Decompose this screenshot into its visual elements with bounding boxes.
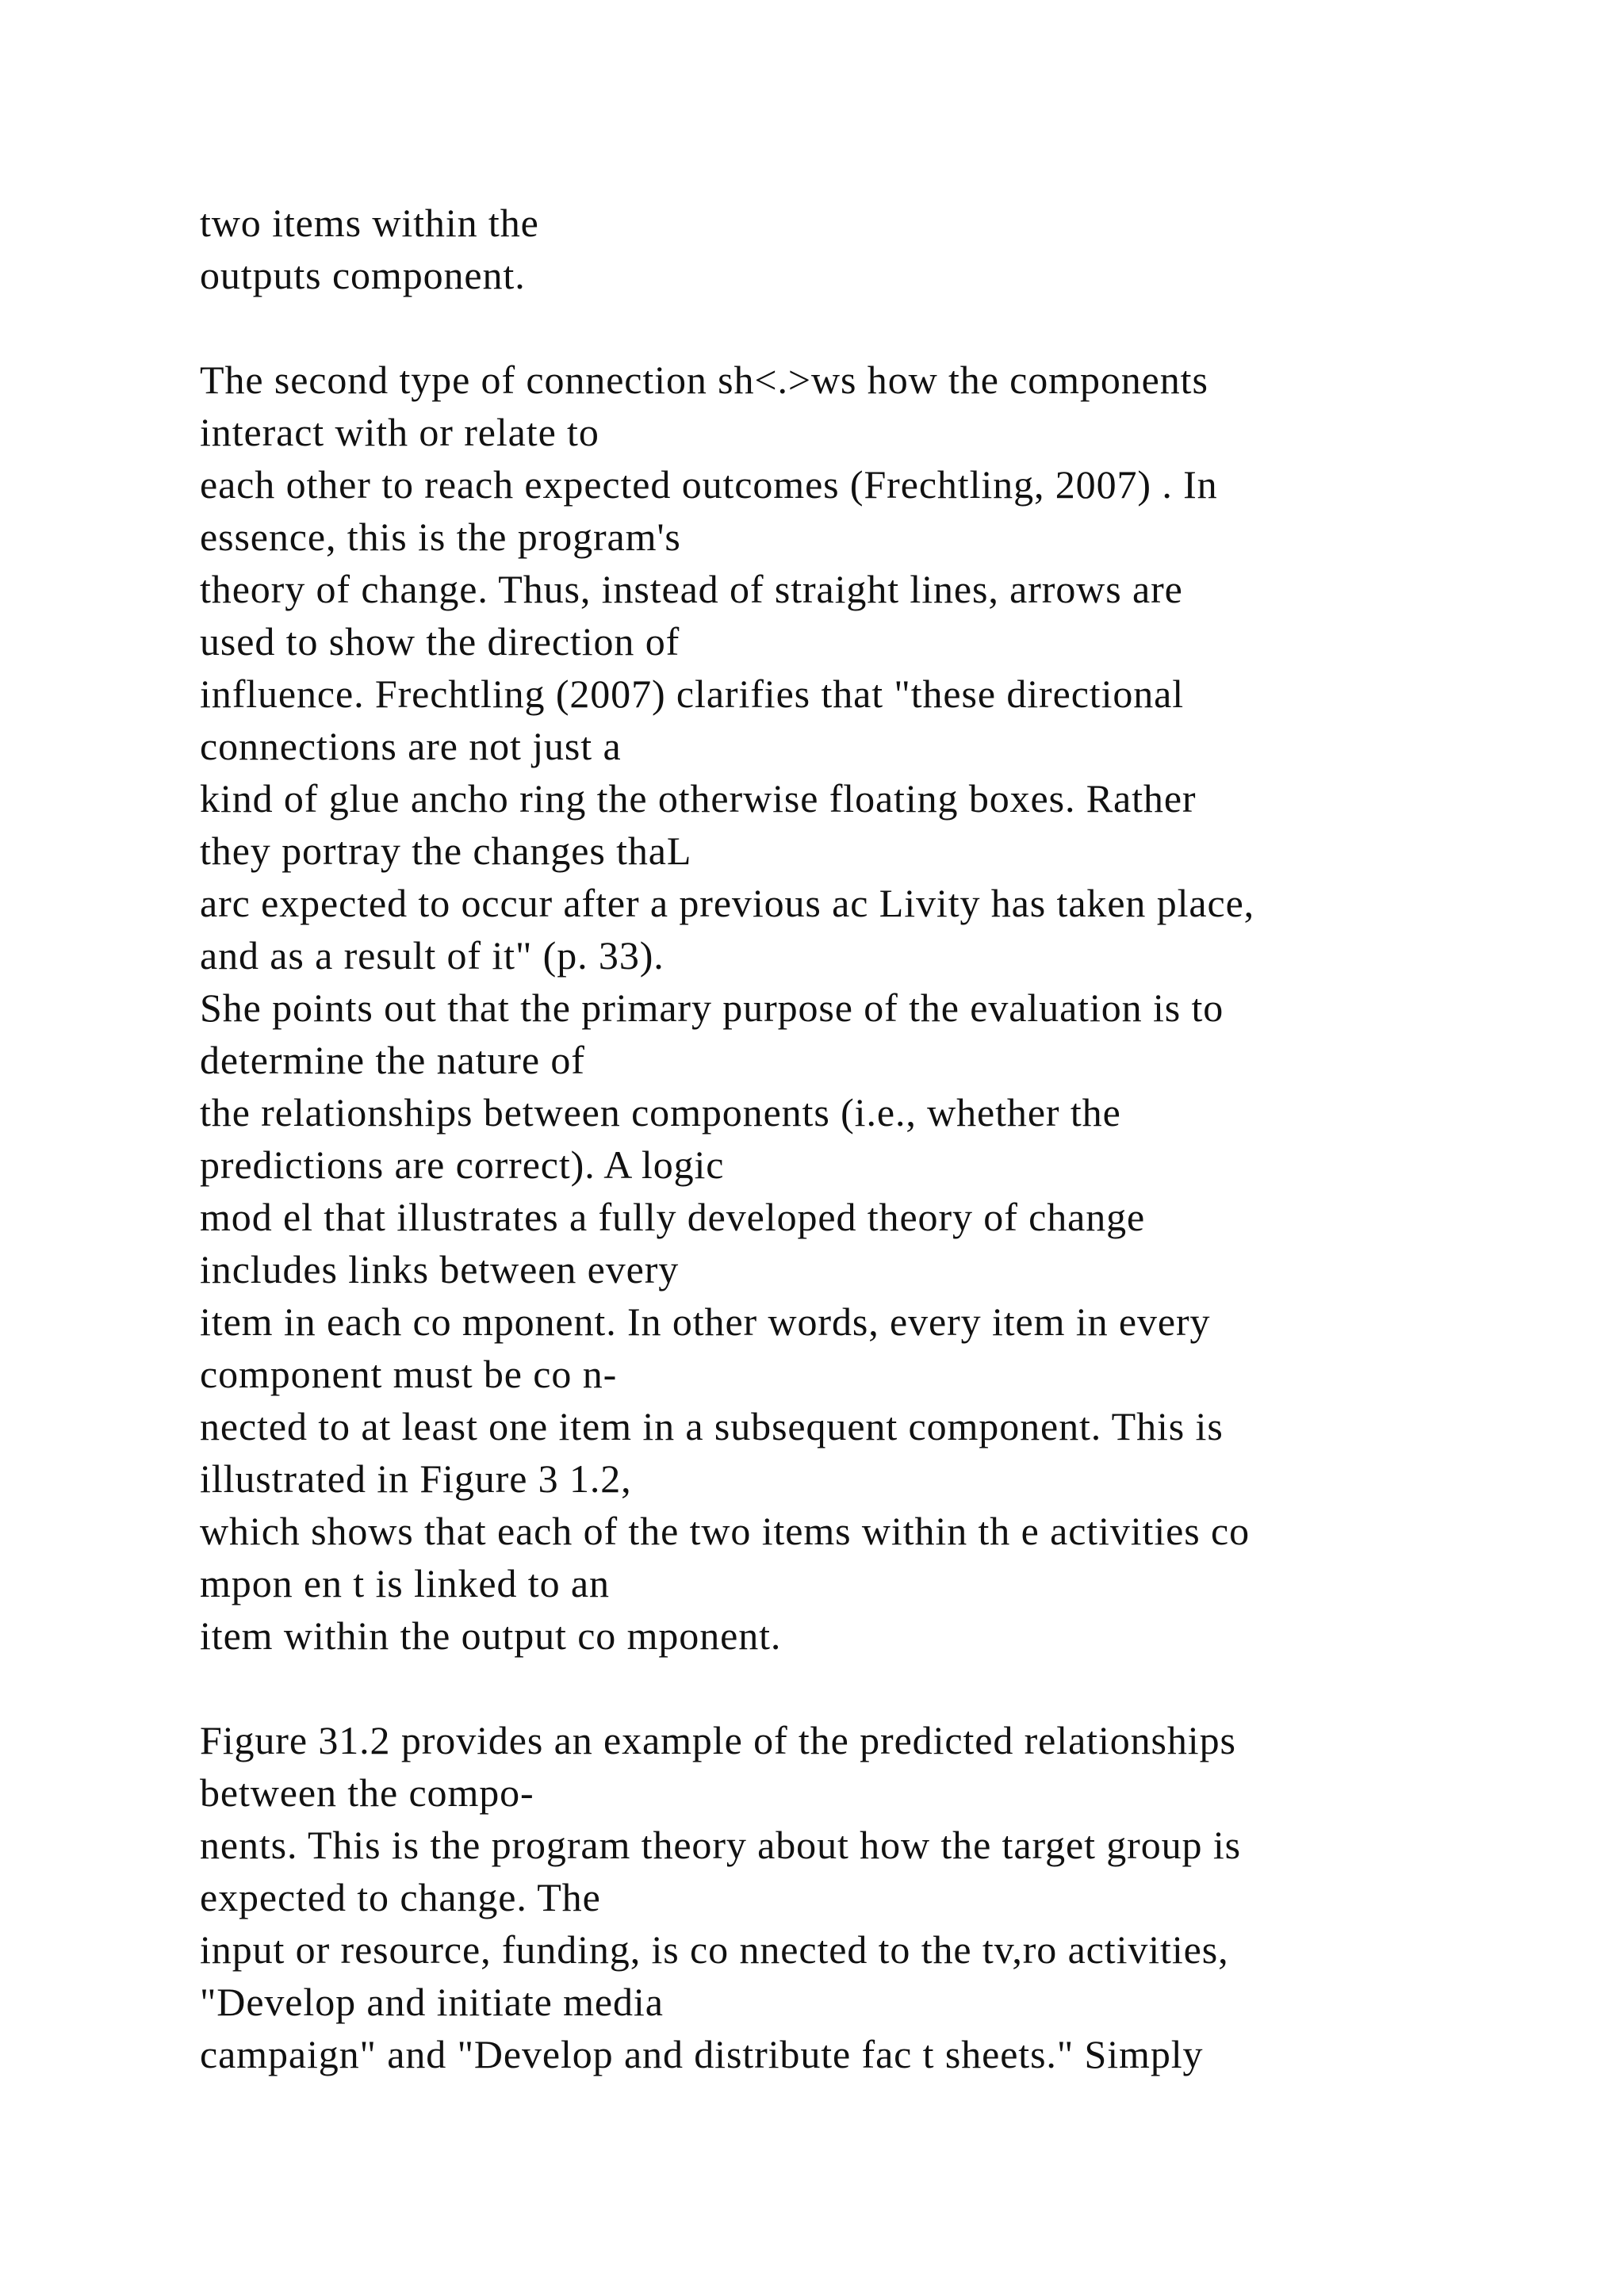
text-line: illustrated in Figure 3 1.2, bbox=[200, 1456, 632, 1501]
text-line: predictions are correct). A logic bbox=[200, 1142, 725, 1187]
text-line: mpon en t is linked to an bbox=[200, 1561, 610, 1605]
text-line: essence, this is the program's bbox=[200, 515, 681, 559]
text-line: nected to at least one item in a subsequent component. This is bbox=[200, 1404, 1224, 1448]
text-line: between the compo- bbox=[200, 1770, 534, 1815]
text-line: outputs component. bbox=[200, 253, 526, 297]
text-line: the relationships between components (i.e., whether the bbox=[200, 1090, 1121, 1135]
paragraph-gap bbox=[200, 1662, 1548, 1714]
text-line: each other to reach expected outcomes (Frechtling, 2007) . In bbox=[200, 462, 1218, 507]
text-line: component must be co n- bbox=[200, 1352, 618, 1396]
text-line: two items within the bbox=[200, 201, 539, 245]
paragraph-2 bbox=[200, 354, 1548, 1662]
text-line: item within the output co mponent. bbox=[200, 1613, 782, 1658]
text-line: "Develop and initiate media bbox=[200, 1980, 664, 2024]
paragraph-1 bbox=[200, 197, 1548, 301]
text-line: influence. Frechtling (2007) clarifies that "these directional bbox=[200, 672, 1185, 716]
text-line: they portray the changes thaL bbox=[200, 828, 692, 873]
text-line: The second type of connection sh<.>ws how the components bbox=[200, 358, 1208, 402]
text-line: mod el that illustrates a fully developed theory of change bbox=[200, 1195, 1146, 1239]
text-line: nents. This is the program theory about how the target group is bbox=[200, 1823, 1241, 1867]
text-line: input or resource, funding, is co nnected to the tv,ro activities, bbox=[200, 1927, 1229, 1972]
text-line: which shows that each of the two items within th e activities co bbox=[200, 1509, 1250, 1553]
text-line: item in each co mponent. In other words, every item in every bbox=[200, 1299, 1211, 1344]
text-line: campaign" and "Develop and distribute fac t sheets." Simply bbox=[200, 2032, 1204, 2076]
text-line: determine the nature of bbox=[200, 1038, 585, 1082]
text-line: interact with or relate to bbox=[200, 410, 599, 454]
text-line: kind of glue ancho ring the otherwise floating boxes. Rather bbox=[200, 776, 1197, 821]
text-line: arc expected to occur after a previous ac Livity has taken place, bbox=[200, 881, 1255, 925]
text-line: She points out that the primary purpose of the evaluation is to bbox=[200, 985, 1224, 1030]
text-line: used to show the direction of bbox=[200, 619, 680, 664]
paragraph-3 bbox=[200, 1714, 1548, 2080]
text-line: theory of change. Thus, instead of straight lines, arrows are bbox=[200, 567, 1183, 611]
paragraph-gap bbox=[200, 301, 1548, 354]
text-line: Figure 31.2 provides an example of the predicted relationships bbox=[200, 1718, 1236, 1762]
text-line: expected to change. The bbox=[200, 1875, 601, 1919]
text-line: connections are not just a bbox=[200, 724, 622, 768]
text-line: and as a result of it" (p. 33). bbox=[200, 933, 665, 978]
text-line: includes links between every bbox=[200, 1247, 680, 1292]
body-text bbox=[200, 197, 1548, 2080]
